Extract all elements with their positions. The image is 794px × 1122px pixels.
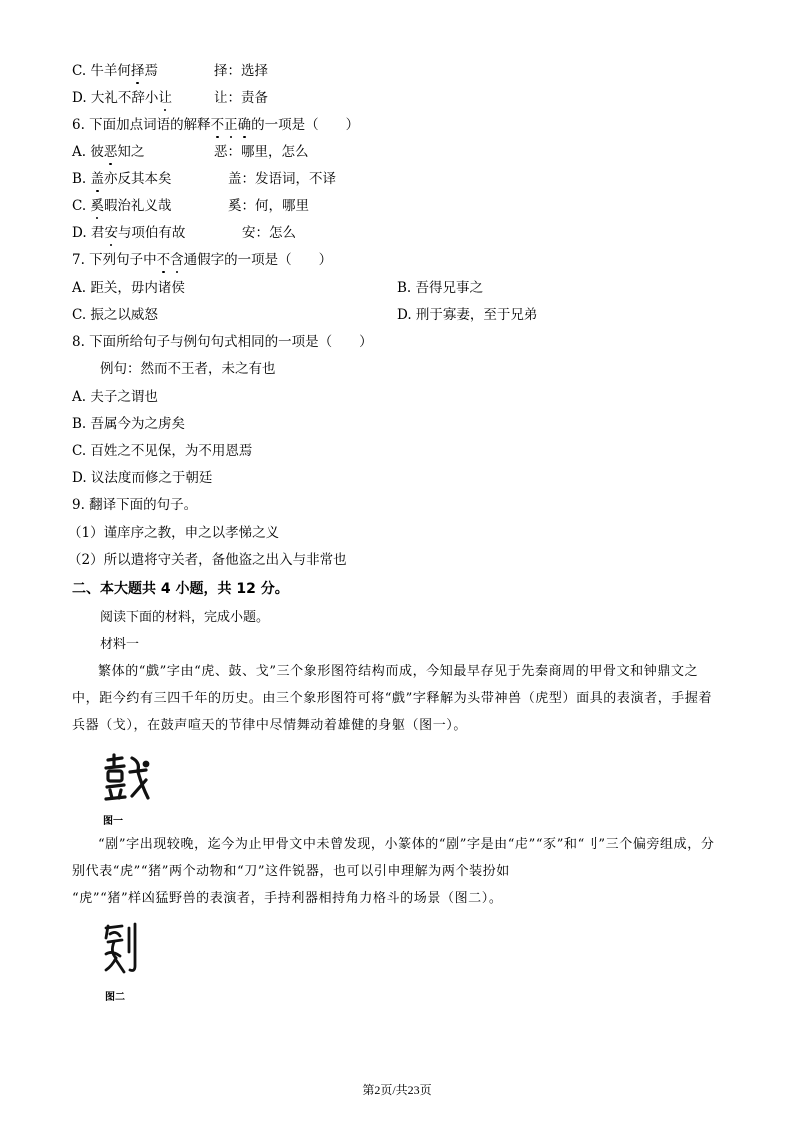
- q7-option-a: A. 距关，毋内诸侯: [72, 280, 185, 296]
- dotted-word: 安: [104, 225, 118, 241]
- option-text: C. 牛羊何: [72, 63, 131, 79]
- dotted-word: 让: [158, 90, 172, 106]
- q8-option-a: A. 夫子之谓也: [72, 389, 158, 405]
- q6-gloss-b: 盖：发语词，不译: [228, 171, 336, 187]
- q6-option-d: [72, 224, 185, 242]
- option-text: 与项伯有故: [117, 225, 186, 241]
- q5-gloss-d: 让：责备: [214, 90, 268, 106]
- stem-text: 6. 下面加点词语的解释: [72, 117, 211, 133]
- material-paragraph-2: “剧”字出现较晚，迄今为止甲骨文中未曾发现，小篆体的“剧”字是由“虍”“豕”和“刂”三个偏旁组成，分别代表“虎”“猪”两个动物和“刀”这件锐器，也可以引申理解为两个装扮如: [72, 837, 715, 879]
- stem-text: 的一项是（ ）: [251, 117, 360, 133]
- q6-option-b: [72, 170, 172, 188]
- material-label: 材料一: [100, 637, 140, 652]
- material-paragraph-1: 繁体的“戲”字由“虎、鼓、戈”三个象形图符结构而成，今知最早存见于先秦商周的甲骨文和钟鼎文之中，距今约有三四千年的历史。由三个象形图符可将“戲”字释解为头带神兽（虎型）面具的表演者，手握着兵器（戈），在鼓声喧天的节律中尽情舞动着雄健的身躯（图一）。: [72, 664, 713, 733]
- dotted-word: 盖: [90, 171, 105, 187]
- q9-sentence-1: （1）谨庠序之教，申之以孝悌之义: [68, 525, 280, 541]
- option-text: C.: [72, 198, 91, 214]
- q7-stem: [72, 251, 332, 269]
- option-text: 焉: [144, 63, 158, 79]
- option-text: B.: [72, 171, 91, 187]
- q7-option-b: B. 吾得兄事之: [397, 280, 484, 296]
- dotted-char: 含: [170, 252, 184, 268]
- stem-text: 通假字的一项是（ ）: [183, 252, 333, 268]
- q7-option-d: D. 刑于寡妻，至于兄弟: [397, 307, 538, 323]
- q8-option-d: D. 议法度而修之于朝廷: [72, 470, 213, 486]
- material-paragraph-2-cont: “虎”“猪”样凶猛野兽的表演者，手持利器相持角力格斗的场景（图二）。: [72, 891, 503, 906]
- page-footer: 第2页/共23页: [362, 1083, 432, 1097]
- q5-option-c: [72, 62, 158, 80]
- q8-option-c: C. 百姓之不见保，为不用恩焉: [72, 443, 253, 459]
- ancient-glyph-figure-1: [102, 752, 152, 804]
- q6-option-a: [72, 143, 144, 161]
- option-text: D. 君: [72, 225, 105, 241]
- section-title: 二、本大题共 4 小题，共 12 分。: [72, 581, 289, 597]
- q5-option-d: [72, 89, 172, 107]
- dotted-word: [157, 252, 184, 268]
- option-text: 亦反其本矣: [104, 171, 172, 187]
- q6-gloss-c: 奚：何，哪里: [228, 198, 309, 214]
- q7-option-c: C. 振之以威怒: [72, 307, 158, 323]
- dotted-word: 奚: [90, 198, 104, 214]
- dotted-word: 择: [130, 63, 145, 79]
- stem-text: 7. 下列句子中: [72, 252, 157, 268]
- figure-2-caption: 图二: [105, 992, 125, 1003]
- q9-stem: 9. 翻译下面的句子。: [72, 497, 198, 513]
- option-text: A. 彼: [72, 144, 104, 160]
- q8-stem: 8. 下面所给句子与例句句式相同的一项是（ ）: [72, 334, 373, 350]
- q8-example: 例句：然而不王者，未之有也: [100, 361, 276, 377]
- q5-gloss-c: 择：选择: [214, 63, 268, 79]
- dotted-word: [211, 117, 252, 133]
- dotted-char: 不: [210, 117, 225, 133]
- dotted-char: 正: [224, 117, 238, 133]
- q6-gloss-d: 安：怎么: [242, 225, 296, 241]
- figure-1-caption: 图一: [103, 816, 123, 827]
- q6-option-c: [72, 197, 171, 215]
- dotted-char: 确: [237, 117, 252, 133]
- ancient-glyph-figure-2: [102, 922, 138, 978]
- dotted-char: 不: [156, 252, 171, 268]
- q6-stem: [72, 116, 359, 134]
- option-text: 暇治礼义哉: [103, 198, 172, 214]
- option-text: D. 大礼不辞小: [72, 90, 159, 106]
- reading-instruction: 阅读下面的材料，完成小题。: [100, 610, 270, 625]
- dotted-word: 恶: [103, 144, 118, 160]
- q6-gloss-a: 恶：哪里，怎么: [214, 144, 309, 160]
- q8-option-b: B. 吾属今为之虏矣: [72, 416, 186, 432]
- option-text: 知之: [117, 144, 145, 160]
- q9-sentence-2: （2）所以遣将守关者，备他盗之出入与非常也: [68, 552, 347, 568]
